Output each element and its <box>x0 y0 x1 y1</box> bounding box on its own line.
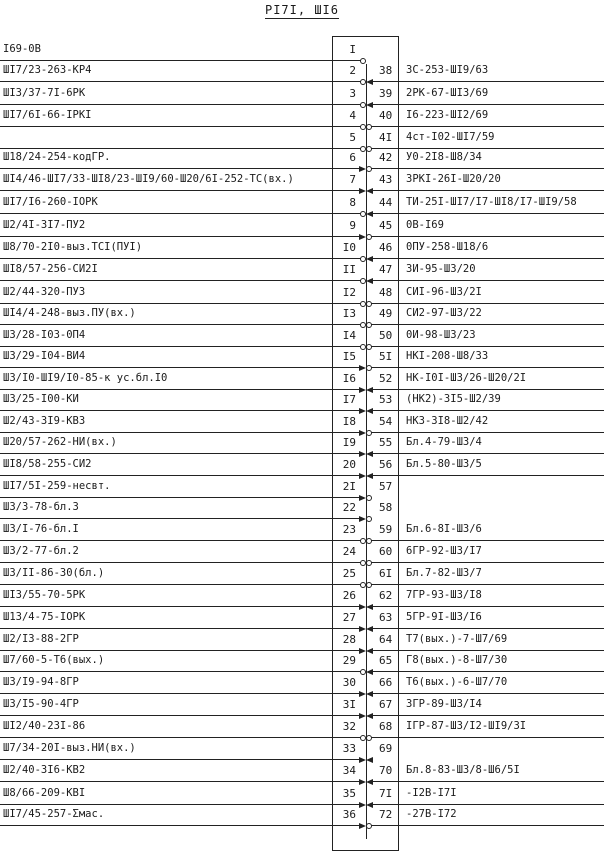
right-pin-wire <box>370 432 604 433</box>
left-pin-label: ШI7/45-257-Σмас. <box>3 808 105 820</box>
left-pin-row <box>0 457 366 479</box>
left-pin-number: 28 <box>342 633 356 646</box>
right-pin-number: 63 <box>379 611 393 624</box>
left-pin-wire <box>0 497 362 498</box>
right-pin-row <box>366 195 604 217</box>
right-pin-number: 50 <box>379 329 393 342</box>
left-pin-wire <box>0 213 362 214</box>
left-pin-label: Ш2/44-320-ПУ3 <box>3 286 86 298</box>
right-pin-label: 4ст-I02-ШI7/59 <box>406 131 495 143</box>
left-pin-number: 35 <box>342 787 356 800</box>
right-pin-row <box>366 544 604 566</box>
left-pin-row <box>0 195 366 217</box>
left-pin-row <box>0 610 366 632</box>
left-pin-label: ШI8/58-255-СИ2 <box>3 458 92 470</box>
left-pin-number: 30 <box>342 676 356 689</box>
left-pin-number: I2 <box>342 286 356 299</box>
right-pin-wire <box>370 584 604 585</box>
left-pin-number: I6 <box>342 372 356 385</box>
left-pin-wire <box>0 432 362 433</box>
left-pin-number: 7 <box>349 173 356 186</box>
left-pin-number: 33 <box>342 742 356 755</box>
left-pin-row <box>0 349 366 371</box>
right-pin-label: СИI-96-Ш3/2I <box>406 286 482 298</box>
right-pin-row <box>366 306 604 328</box>
left-pin-row <box>0 697 366 719</box>
left-pin-label: Ш2/43-3I9-КВЗ <box>3 415 86 427</box>
left-pin-label: Ш7/60-5-T6(вых.) <box>3 654 105 666</box>
right-pin-label: 3ГР-89-Ш3/I4 <box>406 698 482 710</box>
right-pin-number: 64 <box>379 633 393 646</box>
left-pin-label: ШI3/37-7I-6PK <box>3 87 86 99</box>
left-pin-label: Ш3/2-77-бл.2 <box>3 545 79 557</box>
right-pin-label: НК-I0I-Ш3/26-Ш20/2I <box>406 372 527 384</box>
right-pin-row <box>366 588 604 610</box>
left-pin-number: 24 <box>342 545 356 558</box>
left-pin-row <box>0 632 366 654</box>
left-pin-row <box>0 108 366 130</box>
left-pin-number: I8 <box>342 415 356 428</box>
right-pin-row <box>366 675 604 697</box>
left-pin-number: 6 <box>349 151 356 164</box>
left-pin-label: ШI7/23-263-KP4 <box>3 64 92 76</box>
right-pin-label: 3C-253-ШI9/63 <box>406 64 489 76</box>
right-pin-label: -27B-I72 <box>406 808 457 820</box>
right-pin-number: 4I <box>379 131 393 144</box>
right-pin-wire <box>370 389 604 390</box>
right-pin-number: 65 <box>379 654 393 667</box>
left-pin-wire <box>0 606 362 607</box>
arrow-right-icon <box>359 779 366 785</box>
left-pin-number: I5 <box>342 350 356 363</box>
right-pin-row <box>366 786 604 808</box>
right-pin-row <box>366 653 604 675</box>
left-pin-wire <box>0 475 362 476</box>
right-pin-number: 39 <box>379 87 393 100</box>
left-pin-label: Ш3/II-86-30(бл.) <box>3 567 105 579</box>
left-pin-wire <box>0 190 362 191</box>
right-pin-wire <box>370 562 604 563</box>
left-pin-wire <box>0 324 362 325</box>
left-pin-wire <box>0 346 362 347</box>
right-pin-wire <box>370 367 604 368</box>
right-pin-number: 58 <box>379 501 393 514</box>
right-pin-number: 60 <box>379 545 393 558</box>
right-pin-row <box>366 240 604 262</box>
left-pin-number: II <box>342 263 356 276</box>
left-pin-wire <box>0 453 362 454</box>
right-pin-label: 3PKI-26I-Ш20/20 <box>406 173 501 185</box>
right-pin-wire <box>370 410 604 411</box>
left-pin-row <box>0 218 366 240</box>
right-pin-number: 47 <box>379 263 393 276</box>
left-pin-number: 3I <box>342 698 356 711</box>
right-pin-label: IГР-87-Ш3/I2-ШI9/3I <box>406 720 527 732</box>
left-pin-wire <box>0 258 362 259</box>
left-pin-wire <box>0 81 362 82</box>
left-pin-row <box>0 240 366 262</box>
left-pin-wire <box>0 518 362 519</box>
right-pin-wire <box>370 737 604 738</box>
right-pin-label: СИ2-97-Ш3/22 <box>406 307 482 319</box>
right-pin-wire <box>370 148 604 149</box>
left-pin-wire <box>0 410 362 411</box>
left-pin-label: Ш3/I5-90-4ГР <box>3 698 79 710</box>
left-pin-row <box>0 675 366 697</box>
right-pin-wire <box>370 280 604 281</box>
right-pin-number: 7I <box>379 787 393 800</box>
right-pin-number: 46 <box>379 241 393 254</box>
right-pin-row <box>366 150 604 172</box>
right-pin-number: 56 <box>379 458 393 471</box>
arrow-left-icon <box>366 779 373 785</box>
right-pin-row <box>366 500 604 522</box>
right-pin-number: 70 <box>379 764 393 777</box>
left-pin-row <box>0 42 366 64</box>
right-pin-number: 49 <box>379 307 393 320</box>
right-pin-number: 40 <box>379 109 393 122</box>
right-pin-label: 2PK-67-ШI3/69 <box>406 87 489 99</box>
left-pin-number: 5 <box>349 131 356 144</box>
right-pin-wire <box>370 804 604 805</box>
right-pin-number: 43 <box>379 173 393 186</box>
right-pin-number: 44 <box>379 196 393 209</box>
right-pin-label: 5ГР-9I-Ш3/I6 <box>406 611 482 623</box>
left-pin-number: 26 <box>342 589 356 602</box>
connector-title: PI7I, ШI6 <box>264 3 340 17</box>
right-pin-number: 57 <box>379 480 393 493</box>
left-pin-row <box>0 807 366 829</box>
left-pin-wire <box>0 126 362 127</box>
left-pin-wire <box>0 280 362 281</box>
right-pin-wire <box>370 453 604 454</box>
right-pin-row <box>366 328 604 350</box>
left-pin-number: 8 <box>349 196 356 209</box>
left-pin-row <box>0 414 366 436</box>
left-pin-wire <box>0 104 362 105</box>
left-pin-label: Ш20/57-262-НИ(вх.) <box>3 436 117 448</box>
right-pin-wire <box>370 781 604 782</box>
left-pin-label: Ш7/34-20I-выз.НИ(вх.) <box>3 742 136 754</box>
right-pin-wire <box>370 671 604 672</box>
left-pin-label: Ш8/70-2I0-выз.TCI(ПУI) <box>3 241 143 253</box>
left-pin-label: Ш3/I0-ШI9/I0-85-к ус.бл.I0 <box>3 372 168 384</box>
left-pin-wire <box>0 389 362 390</box>
right-pin-row <box>366 86 604 108</box>
right-pin-label: НКЗ-3I8-Ш2/42 <box>406 415 489 427</box>
right-pin-wire <box>370 303 604 304</box>
right-pin-row <box>366 632 604 654</box>
left-pin-number: 2I <box>342 480 356 493</box>
right-pin-row <box>366 522 604 544</box>
right-pin-label: 0И-98-Ш3/23 <box>406 329 476 341</box>
left-pin-wire <box>0 168 362 169</box>
right-pin-number: 53 <box>379 393 393 406</box>
left-pin-row <box>0 544 366 566</box>
right-pin-number: 45 <box>379 219 393 232</box>
left-pin-row <box>0 306 366 328</box>
left-pin-wire <box>0 628 362 629</box>
right-pin-label: Бл.7-82-Ш3/7 <box>406 567 482 579</box>
left-pin-label: Ш3/25-I00-КИ <box>3 393 79 405</box>
left-pin-number: 32 <box>342 720 356 733</box>
left-pin-number: I4 <box>342 329 356 342</box>
left-pin-wire <box>0 737 362 738</box>
left-pin-number: I9 <box>342 436 356 449</box>
left-pin-wire <box>0 148 362 149</box>
left-pin-row <box>0 522 366 544</box>
left-pin-row <box>0 86 366 108</box>
right-pin-number: 67 <box>379 698 393 711</box>
right-pin-row <box>366 479 604 501</box>
left-pin-number: 20 <box>342 458 356 471</box>
right-pin-label: -I2B-I7I <box>406 787 457 799</box>
left-pin-number: 25 <box>342 567 356 580</box>
left-pin-wire <box>0 715 362 716</box>
right-pin-row <box>366 392 604 414</box>
right-pin-wire <box>370 825 604 826</box>
left-pin-row <box>0 786 366 808</box>
arrow-right-icon <box>359 823 366 829</box>
left-pin-row <box>0 653 366 675</box>
right-pin-number: 72 <box>379 808 393 821</box>
left-pin-row <box>0 479 366 501</box>
right-pin-number: 54 <box>379 415 393 428</box>
left-pin-wire <box>0 367 362 368</box>
right-pin-row <box>366 172 604 194</box>
right-pin-row <box>366 763 604 785</box>
right-pin-label: Бл.8-83-Ш3/8-Ш6/5I <box>406 764 520 776</box>
right-pin-label: 3И-95-Ш3/20 <box>406 263 476 275</box>
left-pin-wire <box>0 584 362 585</box>
left-pin-number: 22 <box>342 501 356 514</box>
right-pin-wire <box>370 258 604 259</box>
arrow-left-icon <box>366 278 373 284</box>
left-pin-row <box>0 285 366 307</box>
right-pin-label: Бл.6-8I-Ш3/6 <box>406 523 482 535</box>
right-pin-row <box>366 108 604 130</box>
right-pin-wire <box>370 324 604 325</box>
left-pin-label: Ш3/I-76-бл.I <box>3 523 79 535</box>
left-pin-row <box>0 328 366 350</box>
left-pin-label: Ш2/4I-3I7-ПУ2 <box>3 219 86 231</box>
left-pin-row <box>0 130 366 152</box>
right-pin-label: 0B-I69 <box>406 219 444 231</box>
left-pin-wire <box>0 671 362 672</box>
right-pin-number: 69 <box>379 742 393 755</box>
left-pin-wire <box>0 303 362 304</box>
right-pin-label: Бл.4-79-Ш3/4 <box>406 436 482 448</box>
left-pin-number: I7 <box>342 393 356 406</box>
right-pin-wire <box>370 628 604 629</box>
right-pin-row <box>366 371 604 393</box>
right-pin-label: TИ-25I-ШI7/I7-ШI8/I7-ШI9/58 <box>406 196 577 208</box>
right-pin-number: 59 <box>379 523 393 536</box>
right-pin-number: 66 <box>379 676 393 689</box>
arrow-left-icon <box>366 79 373 85</box>
left-pin-wire <box>0 804 362 805</box>
left-pin-wire <box>0 60 362 61</box>
left-pin-label: ШI2/40-23I-86 <box>3 720 86 732</box>
left-pin-row <box>0 371 366 393</box>
left-pin-label: ШI7/I6-260-IOPK <box>3 196 98 208</box>
left-pin-number: I <box>349 43 356 56</box>
left-pin-label: Ш3/29-I04-ВИ4 <box>3 350 86 362</box>
left-pin-row <box>0 150 366 172</box>
left-pin-wire <box>0 759 362 760</box>
right-pin-number: 5I <box>379 350 393 363</box>
right-pin-row <box>366 414 604 436</box>
left-pin-label: ШI4/4-248-выз.ПУ(вх.) <box>3 307 136 319</box>
left-pin-number: 27 <box>342 611 356 624</box>
right-pin-number: 42 <box>379 151 393 164</box>
right-pin-number: 68 <box>379 720 393 733</box>
right-pin-number: 62 <box>379 589 393 602</box>
right-pin-row <box>366 719 604 741</box>
left-pin-wire <box>0 562 362 563</box>
left-pin-row <box>0 435 366 457</box>
terminal-circle-icon <box>366 823 372 829</box>
left-pin-label: Ш3/I9-94-8ГР <box>3 676 79 688</box>
right-pin-row <box>366 697 604 719</box>
left-pin-row <box>0 719 366 741</box>
right-pin-row <box>366 610 604 632</box>
left-pin-row <box>0 588 366 610</box>
left-pin-row <box>0 566 366 588</box>
right-pin-label: (НК2)-3I5-Ш2/39 <box>406 393 501 405</box>
right-pin-wire <box>370 715 604 716</box>
right-pin-number: 52 <box>379 372 393 385</box>
right-pin-row <box>366 285 604 307</box>
left-pin-row <box>0 262 366 284</box>
right-pin-row <box>366 262 604 284</box>
left-pin-number: 2 <box>349 64 356 77</box>
left-pin-number: 3 <box>349 87 356 100</box>
left-pin-row <box>0 741 366 763</box>
left-pin-row <box>0 763 366 785</box>
left-pin-number: 36 <box>342 808 356 821</box>
right-pin-label: 0ПУ-258-Ш18/6 <box>406 241 489 253</box>
right-pin-wire <box>370 81 604 82</box>
left-pin-label: ШI7/6I-66-IPKI <box>3 109 92 121</box>
left-pin-wire <box>0 540 362 541</box>
right-pin-wire <box>370 236 604 237</box>
left-pin-label: Ш3/28-I03-0П4 <box>3 329 86 341</box>
left-pin-label: Ш2/I3-88-2ГР <box>3 633 79 645</box>
right-pin-wire <box>370 650 604 651</box>
right-pin-number: 55 <box>379 436 393 449</box>
arrow-left-icon <box>366 188 373 194</box>
right-pin-label: I6-223-ШI2/69 <box>406 109 489 121</box>
left-pin-label: Ш13/4-75-IOPK <box>3 611 86 623</box>
right-pin-wire <box>370 213 604 214</box>
right-pin-row <box>366 807 604 829</box>
right-pin-wire <box>370 693 604 694</box>
left-pin-wire <box>0 693 362 694</box>
arrow-left-icon <box>366 211 373 217</box>
left-pin-number: 29 <box>342 654 356 667</box>
right-pin-label: T7(вых.)-7-Ш7/69 <box>406 633 508 645</box>
left-pin-number: I0 <box>342 241 356 254</box>
left-pin-label: ШI8/57-256-СИ2I <box>3 263 98 275</box>
right-pin-number: 38 <box>379 64 393 77</box>
left-pin-row <box>0 500 366 522</box>
right-pin-row <box>366 435 604 457</box>
left-pin-wire <box>0 650 362 651</box>
right-pin-label: 6ГР-92-Ш3/I7 <box>406 545 482 557</box>
left-pin-number: 4 <box>349 109 356 122</box>
left-pin-label: Ш2/40-3I6-КВ2 <box>3 764 86 776</box>
right-pin-wire <box>370 606 604 607</box>
left-pin-row <box>0 392 366 414</box>
right-pin-label: У0-2I8-Ш8/34 <box>406 151 482 163</box>
right-pin-row <box>366 349 604 371</box>
left-pin-label: ШI4/46-ШI7/33-ШI8/23-ШI9/60-Ш20/6I-252-TC(вх.) <box>3 173 294 185</box>
right-pin-wire <box>370 475 604 476</box>
right-pin-row <box>366 218 604 240</box>
left-pin-number: 34 <box>342 764 356 777</box>
left-pin-number: 23 <box>342 523 356 536</box>
right-pin-wire <box>370 104 604 105</box>
left-pin-row <box>0 63 366 85</box>
right-pin-label: НКI-208-Ш8/33 <box>406 350 489 362</box>
right-pin-wire <box>370 190 604 191</box>
left-pin-label: I69-0B <box>3 43 41 55</box>
left-pin-wire <box>0 236 362 237</box>
left-pin-label: Ш3/3-78-бл.3 <box>3 501 79 513</box>
right-pin-number: 48 <box>379 286 393 299</box>
right-pin-label: T6(вых.)-6-Ш7/70 <box>406 676 508 688</box>
right-pin-row <box>366 130 604 152</box>
arrow-right-icon <box>359 188 366 194</box>
right-pin-label: 7ГР-93-Ш3/I8 <box>406 589 482 601</box>
left-pin-label: Ш8/66-209-KBI <box>3 787 86 799</box>
right-pin-wire <box>370 346 604 347</box>
right-pin-row <box>366 741 604 763</box>
right-pin-wire <box>370 168 604 169</box>
left-pin-row <box>0 172 366 194</box>
right-pin-row <box>366 566 604 588</box>
left-pin-number: 9 <box>349 219 356 232</box>
left-pin-number: I3 <box>342 307 356 320</box>
right-pin-wire <box>370 540 604 541</box>
left-pin-label: ШI7/5I-259-несвт. <box>3 480 111 492</box>
right-pin-row <box>366 63 604 85</box>
right-pin-label: Г8(вых.)-8-Ш7/30 <box>406 654 508 666</box>
left-pin-label: Ш18/24-254-кодГР. <box>3 151 111 163</box>
left-pin-label: ШI3/55-70-5PK <box>3 589 86 601</box>
left-pin-wire <box>0 825 362 826</box>
right-pin-number: 6I <box>379 567 393 580</box>
left-pin-wire <box>0 781 362 782</box>
right-pin-wire <box>370 126 604 127</box>
right-pin-label: Бл.5-80-Ш3/5 <box>406 458 482 470</box>
right-pin-row <box>366 457 604 479</box>
